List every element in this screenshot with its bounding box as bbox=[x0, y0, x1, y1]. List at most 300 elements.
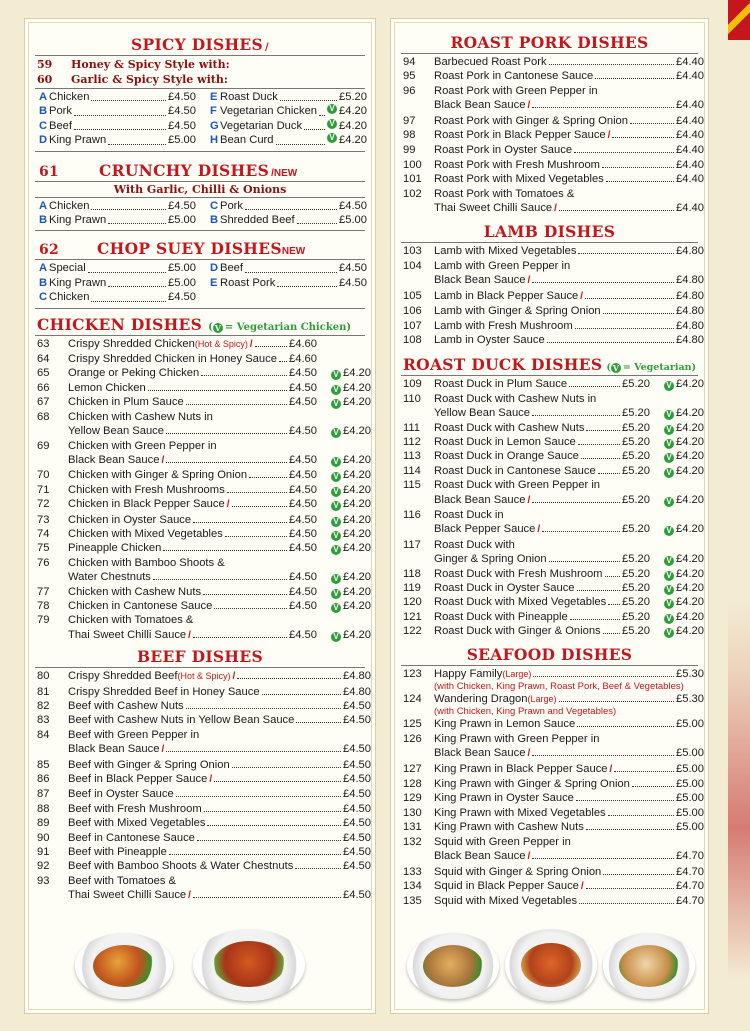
item-number: 113 bbox=[403, 450, 421, 463]
item-name: Yellow Bean Sauce bbox=[68, 425, 164, 438]
chili-pepper-icon: / bbox=[249, 338, 253, 350]
item-price: £4.40 bbox=[676, 202, 704, 215]
item-name: Crispy Shredded Beef bbox=[68, 670, 178, 683]
item-price: £4.40 bbox=[676, 144, 704, 157]
item-name: Black Bean Sauce bbox=[434, 99, 526, 112]
item-number: 72 bbox=[37, 498, 50, 511]
veg-price-value: £4.20 bbox=[676, 523, 704, 536]
item-price: £5.00 bbox=[676, 762, 704, 775]
item-name: Chicken with Cashew Nuts in bbox=[68, 410, 213, 423]
veg-price bbox=[317, 497, 371, 511]
dot-leader bbox=[108, 276, 166, 287]
veg-price bbox=[650, 406, 704, 420]
menu-item-row bbox=[395, 201, 704, 216]
item-name: Orange or Peking Chicken bbox=[68, 367, 200, 380]
menu-item-row bbox=[29, 669, 371, 684]
chicken-dishes-heading: CHICKEN DISHES ( V = Vegetarian Chicken) bbox=[37, 314, 352, 334]
dot-leader bbox=[249, 477, 287, 478]
veg-price-value: £4.20 bbox=[676, 493, 704, 506]
crunchy-dishes-heading: 61 CRUNCHY DISHES / NEW bbox=[39, 160, 298, 180]
divider bbox=[35, 308, 365, 309]
option-letter: C bbox=[210, 199, 219, 212]
item-price: £5.20 bbox=[622, 464, 650, 477]
divider bbox=[35, 88, 365, 89]
divider bbox=[401, 375, 698, 376]
item-price: £4.80 bbox=[676, 305, 704, 318]
chili-pepper-icon: / bbox=[232, 671, 236, 683]
menu-item-row bbox=[395, 581, 704, 595]
item-name: Roast Duck in Lemon Sauce bbox=[434, 435, 576, 448]
dot-leader bbox=[532, 858, 674, 859]
veg-price bbox=[650, 464, 704, 478]
option-row bbox=[200, 133, 371, 147]
item-number: 79 bbox=[37, 614, 50, 627]
menu-item-row bbox=[29, 395, 371, 409]
dot-leader bbox=[166, 462, 287, 463]
menu-item-row bbox=[395, 552, 704, 566]
item-description: (with Chicken, King Prawn, Roast Pork, Beef & Vegetables) bbox=[434, 681, 684, 693]
item-price: £4.60 bbox=[289, 337, 317, 350]
dot-leader bbox=[612, 137, 674, 138]
menu-panel-right bbox=[390, 18, 709, 1014]
option-price: £5.00 bbox=[339, 214, 367, 227]
item-name: Chicken with Bamboo Shoots & bbox=[68, 556, 225, 569]
menu-item-row bbox=[29, 337, 371, 352]
veg-price-value: £4.20 bbox=[676, 625, 704, 638]
option-row bbox=[29, 276, 200, 290]
veg-price-value: £4.20 bbox=[676, 378, 704, 391]
menu-item-row bbox=[29, 758, 371, 772]
red-gold-corner-decoration bbox=[728, 0, 750, 40]
item-price: £4.50 bbox=[343, 889, 371, 902]
item-name: Chicken with Tomatoes & bbox=[68, 614, 194, 627]
item-name: Black Bean Sauce bbox=[434, 274, 526, 287]
vegetarian-v-icon: V bbox=[664, 453, 674, 463]
item-number: 80 bbox=[37, 670, 50, 683]
item-number: 59 bbox=[37, 58, 53, 71]
vegetarian-v-icon: V bbox=[664, 526, 674, 536]
item-price: £4.50 bbox=[289, 453, 317, 466]
item-price: £4.50 bbox=[343, 700, 371, 712]
menu-item-line bbox=[29, 410, 371, 424]
dot-leader bbox=[532, 415, 620, 416]
dish-photo bbox=[505, 929, 597, 1001]
dot-leader bbox=[153, 579, 287, 580]
vegetarian-v-icon: V bbox=[214, 322, 221, 333]
vegetarian-v-icon: V bbox=[331, 517, 341, 527]
dot-leader bbox=[176, 796, 341, 797]
divider bbox=[35, 230, 365, 231]
dot-leader bbox=[532, 282, 674, 283]
item-number: 71 bbox=[37, 483, 50, 496]
menu-item-line bbox=[29, 556, 371, 570]
option-price: £4.50 bbox=[168, 91, 196, 103]
option-row bbox=[29, 133, 200, 147]
dot-leader bbox=[166, 433, 287, 434]
item-price: £4.70 bbox=[676, 879, 704, 892]
menu-item-row bbox=[395, 717, 704, 731]
vegetarian-v-icon: V bbox=[664, 410, 674, 420]
menu-item-row bbox=[395, 667, 704, 681]
chili-pepper-icon: / bbox=[607, 130, 611, 142]
item-name: King Prawn with Mixed Vegetables bbox=[434, 806, 606, 819]
menu-item-line bbox=[395, 538, 704, 552]
dot-leader bbox=[148, 390, 287, 391]
menu-item-row bbox=[395, 319, 704, 333]
vegetarian-v-icon: V bbox=[331, 545, 341, 555]
item-price: £5.20 bbox=[622, 407, 650, 420]
item-price: £4.50 bbox=[289, 381, 317, 394]
menu-item-row bbox=[29, 585, 371, 599]
item-number: 90 bbox=[37, 831, 50, 844]
item-name: Lamb in Oyster Sauce bbox=[434, 333, 545, 346]
item-price: £4.50 bbox=[289, 527, 317, 540]
item-number: 130 bbox=[403, 806, 422, 819]
veg-price-value: £4.20 bbox=[676, 450, 704, 463]
dot-leader bbox=[598, 473, 620, 474]
veg-price bbox=[650, 610, 704, 624]
item-number: 120 bbox=[403, 596, 422, 609]
dot-leader bbox=[108, 213, 166, 224]
item-price: £4.70 bbox=[676, 850, 704, 863]
option-letter: B bbox=[39, 214, 48, 227]
item-name: Beef with Mixed Vegetables bbox=[68, 817, 206, 830]
veg-price-value: £4.20 bbox=[343, 425, 371, 438]
option-name: King Prawn bbox=[49, 276, 107, 289]
food-photos bbox=[25, 929, 375, 1003]
item-price: £4.50 bbox=[289, 498, 317, 511]
item-name: Roast Duck with Fresh Mushroom bbox=[434, 567, 603, 580]
dot-leader bbox=[214, 608, 287, 609]
item-name: Squid with Ginger & Spring Onion bbox=[434, 865, 602, 878]
vegetarian-v-icon: V bbox=[331, 589, 341, 599]
item-number: 65 bbox=[37, 367, 50, 380]
option-price: £5.00 bbox=[168, 214, 196, 227]
item-number: 76 bbox=[37, 556, 50, 569]
dish-photo bbox=[193, 929, 305, 1001]
item-name: Barbecued Roast Pork bbox=[434, 56, 547, 68]
item-number: 77 bbox=[37, 585, 50, 598]
item-name: King Prawn in Black Pepper Sauce bbox=[434, 762, 608, 775]
item-price: £5.00 bbox=[676, 821, 704, 834]
item-price: £4.70 bbox=[676, 895, 704, 908]
veg-price-value: £4.20 bbox=[676, 567, 704, 580]
menu-panel-left bbox=[24, 18, 376, 1014]
dot-leader bbox=[186, 404, 287, 405]
item-price: £4.40 bbox=[676, 56, 704, 68]
divider bbox=[35, 335, 365, 336]
chili-pepper-icon: / bbox=[554, 203, 557, 215]
dot-leader bbox=[169, 854, 341, 855]
menu-item-row bbox=[29, 424, 371, 438]
veg-price-value: £4.20 bbox=[343, 367, 371, 380]
option-row bbox=[200, 104, 371, 118]
item-price: £4.50 bbox=[343, 817, 371, 830]
item-name: Beef in Oyster Sauce bbox=[68, 788, 174, 801]
vegetarian-v-icon: V bbox=[331, 399, 341, 409]
item-name: Thai Sweet Chilli Sauce bbox=[68, 628, 187, 641]
item-price: £4.50 bbox=[343, 714, 371, 727]
item-price: £4.50 bbox=[289, 585, 317, 598]
item-number: 117 bbox=[403, 538, 421, 551]
option-letter: B bbox=[39, 105, 48, 118]
side-photo-strip bbox=[728, 600, 750, 980]
item-number: 98 bbox=[403, 129, 416, 142]
vegetarian-v-icon: V bbox=[664, 468, 674, 478]
menu-item-row bbox=[395, 449, 704, 463]
item-number: 66 bbox=[37, 381, 50, 394]
chili-pepper-icon: / bbox=[580, 290, 584, 302]
dish-photo bbox=[75, 933, 173, 999]
item-name: Beef with Pineapple bbox=[68, 846, 167, 859]
menu-item-line bbox=[29, 613, 371, 627]
item-name: Roast Duck in Cantonese Sauce bbox=[434, 464, 596, 477]
item-number: 107 bbox=[403, 319, 422, 332]
option-price: £4.20 bbox=[339, 119, 367, 132]
food-photos bbox=[391, 929, 708, 1003]
divider bbox=[35, 181, 365, 182]
dot-leader bbox=[579, 903, 674, 904]
dot-leader bbox=[578, 444, 620, 445]
item-price: £5.20 bbox=[622, 450, 650, 463]
item-number: 87 bbox=[37, 788, 50, 801]
option-letter: D bbox=[210, 262, 219, 275]
vegetarian-v-icon: V bbox=[664, 599, 674, 609]
dot-leader bbox=[304, 119, 325, 130]
option-name: Chicken bbox=[49, 91, 90, 103]
dot-leader bbox=[606, 181, 674, 182]
option-letter: C bbox=[39, 291, 48, 304]
menu-item-line bbox=[29, 728, 371, 742]
option-letter: A bbox=[39, 262, 48, 275]
option-name: Vegetarian Chicken bbox=[220, 105, 318, 118]
new-badge: NEW bbox=[281, 246, 306, 258]
item-number: 128 bbox=[403, 778, 422, 791]
vegetarian-v-icon: V bbox=[331, 632, 341, 642]
option-name: Pork bbox=[220, 199, 244, 212]
item-name: King Prawn in Oyster Sauce bbox=[434, 792, 574, 805]
menu-item-row bbox=[29, 628, 371, 643]
item-name: Lemon Chicken bbox=[68, 381, 146, 394]
veg-price-value: £4.20 bbox=[343, 527, 371, 540]
veg-price bbox=[317, 468, 371, 482]
item-number: 126 bbox=[403, 732, 422, 745]
item-name: Crispy Shredded Chicken in Honey Sauce bbox=[68, 353, 277, 366]
option-row bbox=[29, 261, 200, 275]
item-price: £4.40 bbox=[676, 70, 704, 83]
veg-price-value: £4.20 bbox=[676, 464, 704, 477]
menu-item-row bbox=[395, 595, 704, 609]
veg-price-value: £4.20 bbox=[343, 381, 371, 394]
veg-price bbox=[317, 483, 371, 497]
menu-item-line bbox=[395, 835, 704, 849]
item-name: Thai Sweet Chilli Sauce bbox=[434, 202, 553, 215]
item-number: 91 bbox=[37, 846, 50, 859]
divider bbox=[35, 197, 365, 198]
menu-item-row bbox=[395, 435, 704, 449]
item-price: £4.40 bbox=[676, 99, 704, 112]
dot-leader bbox=[207, 825, 341, 826]
dot-leader bbox=[605, 576, 621, 577]
item-number: 63 bbox=[37, 337, 50, 350]
vegetarian-v-icon: V bbox=[331, 531, 341, 541]
menu-item-row bbox=[395, 304, 704, 318]
option-row bbox=[200, 276, 371, 290]
dot-leader bbox=[632, 786, 674, 787]
option-price: £4.50 bbox=[168, 291, 196, 304]
dot-leader bbox=[214, 781, 341, 782]
option-letter: F bbox=[210, 105, 217, 118]
item-number: 68 bbox=[37, 410, 50, 423]
vegetarian-v-icon: V bbox=[664, 425, 674, 435]
chicken-dishes-list bbox=[29, 337, 371, 644]
menu-item-row bbox=[29, 713, 371, 727]
dot-leader bbox=[276, 133, 326, 144]
chili-pepper-icon: / bbox=[527, 100, 531, 112]
item-number: 122 bbox=[403, 625, 422, 638]
menu-item-row bbox=[29, 497, 371, 512]
option-row bbox=[200, 261, 371, 275]
dot-leader bbox=[166, 751, 341, 752]
chop-suey-options-grid bbox=[29, 261, 371, 304]
option-row bbox=[200, 119, 371, 133]
veg-price bbox=[317, 628, 371, 642]
item-number: 95 bbox=[403, 70, 416, 83]
item-price: £4.50 bbox=[289, 571, 317, 584]
dot-leader bbox=[575, 328, 674, 329]
item-price: £4.50 bbox=[289, 425, 317, 438]
option-price: £4.20 bbox=[339, 105, 367, 118]
option-name: Beef bbox=[49, 119, 73, 132]
dot-leader bbox=[585, 298, 674, 299]
item-price: £4.50 bbox=[289, 542, 317, 555]
chili-pepper-icon: / bbox=[161, 454, 165, 466]
item-name: Chicken in Black Pepper Sauce bbox=[68, 498, 225, 511]
chili-pepper-icon: / bbox=[527, 851, 531, 863]
item-name: Squid with Green Pepper in bbox=[434, 835, 571, 848]
dot-leader bbox=[193, 897, 341, 898]
item-price: £4.50 bbox=[289, 628, 317, 641]
option-price: £4.50 bbox=[339, 276, 367, 289]
item-number: 118 bbox=[403, 567, 421, 580]
menu-item-row bbox=[29, 787, 371, 801]
menu-item-row bbox=[395, 406, 704, 420]
menu-item-row bbox=[395, 55, 704, 69]
item-price: £4.50 bbox=[343, 758, 371, 771]
item-name: Roast Duck in Orange Sauce bbox=[434, 450, 579, 463]
dot-leader bbox=[203, 594, 287, 595]
item-price: £4.50 bbox=[343, 743, 371, 756]
menu-item-line bbox=[395, 478, 704, 492]
item-name: King Prawn in Lemon Sauce bbox=[434, 718, 576, 731]
item-number: 73 bbox=[37, 513, 50, 526]
menu-item-row bbox=[29, 453, 371, 468]
option-row bbox=[29, 119, 200, 133]
menu-item-line bbox=[395, 187, 704, 201]
menu-item-row bbox=[395, 762, 704, 777]
item-name: Roast Pork with Fresh Mushroom bbox=[434, 158, 600, 171]
item-price: £4.40 bbox=[676, 129, 704, 142]
menu-item-row bbox=[395, 273, 704, 288]
menu-item-row bbox=[395, 791, 704, 805]
item-number: 82 bbox=[37, 700, 50, 712]
veg-price bbox=[650, 421, 704, 435]
dot-leader bbox=[197, 840, 341, 841]
dot-leader bbox=[88, 261, 166, 272]
item-number: 103 bbox=[403, 245, 422, 258]
item-name: Squid in Black Pepper Sauce bbox=[434, 879, 579, 892]
item-name: Beef in Black Pepper Sauce bbox=[68, 773, 208, 786]
item-price: £5.20 bbox=[622, 493, 650, 506]
veg-price bbox=[650, 493, 704, 507]
beef-dishes-list bbox=[29, 669, 371, 904]
dot-leader bbox=[586, 430, 620, 431]
item-price: £4.50 bbox=[289, 483, 317, 496]
chop-suey-heading: 62 CHOP SUEY DISHES NEW bbox=[39, 239, 306, 259]
dot-leader bbox=[277, 276, 337, 287]
option-letter: H bbox=[210, 134, 219, 147]
menu-item-line bbox=[395, 508, 704, 522]
item-name: Roast Pork with Green Pepper in bbox=[434, 84, 598, 97]
item-number: 131 bbox=[403, 821, 422, 834]
item-number: 78 bbox=[37, 599, 50, 612]
dot-leader bbox=[295, 868, 341, 869]
dot-leader bbox=[559, 210, 674, 211]
item-price: £4.80 bbox=[676, 289, 704, 302]
item-number: 119 bbox=[403, 582, 421, 594]
item-price: £4.50 bbox=[289, 599, 317, 612]
item-name: Roast Pork in Oyster Sauce bbox=[434, 144, 573, 157]
roast-duck-heading: ROAST DUCK DISHES ( V = Vegetarian) bbox=[403, 355, 697, 375]
menu-item-row bbox=[29, 888, 371, 903]
item-price: £4.80 bbox=[676, 319, 704, 332]
item-number: 85 bbox=[37, 758, 50, 771]
item-price: £5.20 bbox=[622, 523, 650, 536]
option-name: Chicken bbox=[49, 291, 90, 304]
option-price: £4.50 bbox=[168, 119, 196, 132]
item-name: Thai Sweet Chilli Sauce bbox=[68, 889, 187, 902]
item-price: £5.00 bbox=[676, 778, 704, 791]
dot-leader bbox=[576, 800, 674, 801]
dot-leader bbox=[574, 152, 674, 153]
item-number: 75 bbox=[37, 542, 50, 555]
dot-leader bbox=[255, 346, 287, 347]
item-name: Happy Family bbox=[434, 667, 503, 680]
menu-item-row bbox=[395, 522, 704, 537]
item-number: 106 bbox=[403, 305, 422, 318]
veg-price bbox=[317, 424, 371, 438]
lamb-heading: LAMB DISHES bbox=[483, 222, 616, 242]
veg-price-value: £4.20 bbox=[343, 585, 371, 598]
item-price: £5.30 bbox=[676, 693, 704, 706]
chili-pepper-icon: / bbox=[161, 744, 165, 756]
menu-item-row bbox=[395, 244, 704, 258]
item-price: £4.40 bbox=[676, 114, 704, 127]
menu-item-row bbox=[395, 894, 704, 908]
option-name: Vegetarian Duck bbox=[220, 119, 303, 132]
dot-leader bbox=[297, 213, 337, 224]
menu-item-row bbox=[395, 879, 704, 894]
spicy-dishes-heading: SPICY DISHES / bbox=[131, 35, 269, 54]
new-badge: NEW bbox=[273, 167, 298, 179]
item-number: 132 bbox=[403, 835, 422, 848]
item-number: 114 bbox=[403, 464, 421, 477]
menu-item-row bbox=[29, 831, 371, 845]
veg-price bbox=[317, 395, 371, 409]
menu-item-row bbox=[29, 802, 371, 816]
menu-item-row bbox=[29, 772, 371, 787]
item-name: Beef with Green Pepper in bbox=[68, 728, 200, 741]
